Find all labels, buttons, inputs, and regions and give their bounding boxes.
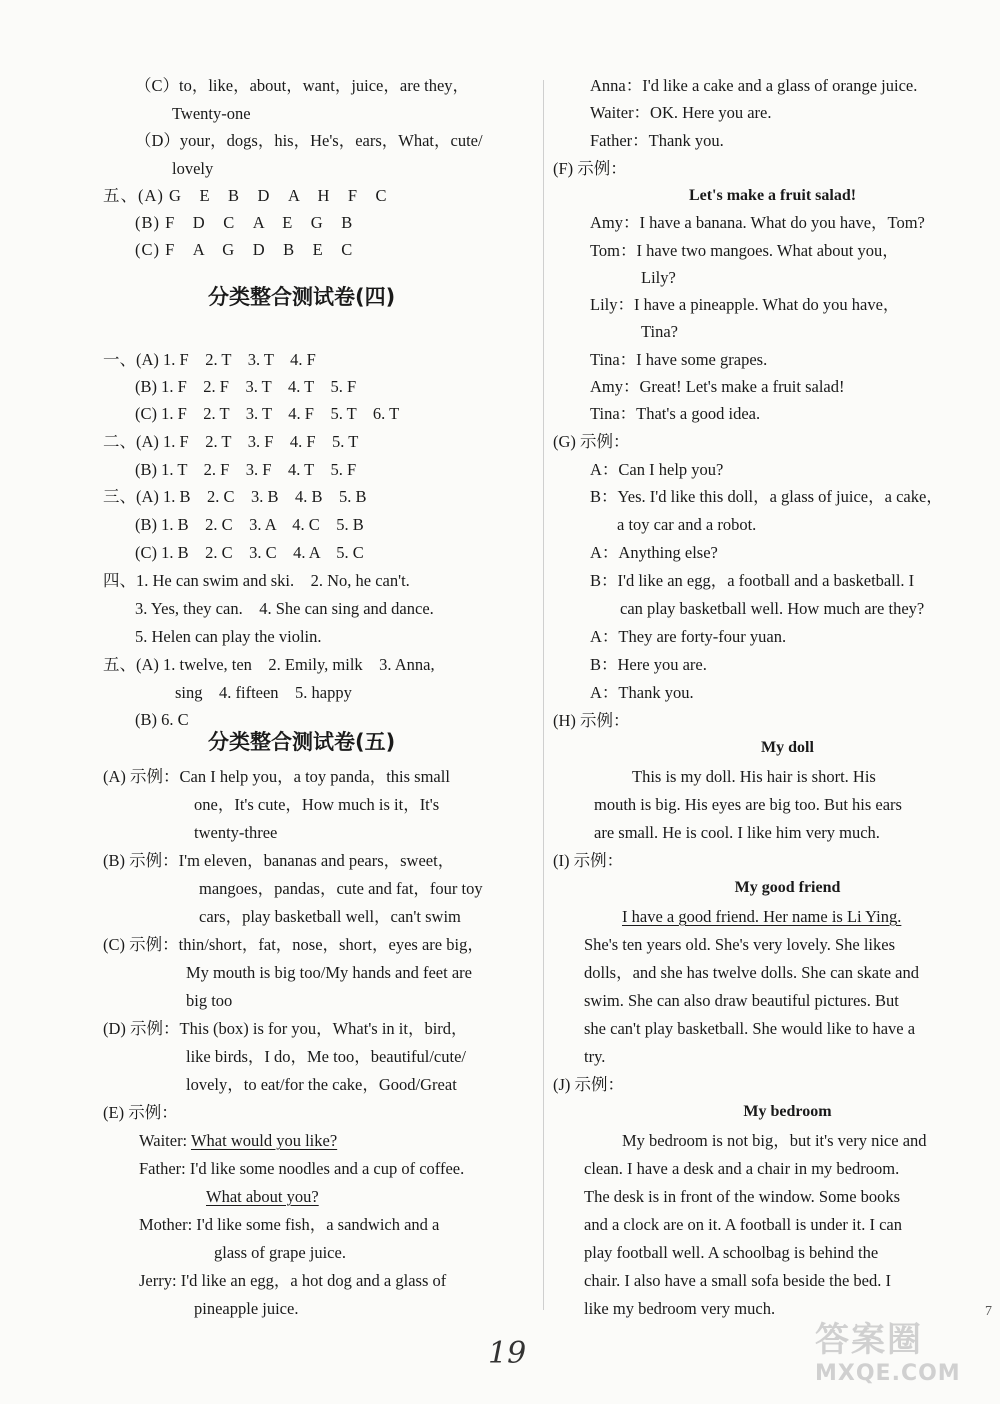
section-label-i: (I) 示例： — [553, 851, 624, 870]
essay-line: play football well. A schoolbag is behind the — [584, 1243, 879, 1262]
dialog-line — [139, 1215, 439, 1235]
answer-line: 四、1. He can swim and ski. 2. No, he can't. — [103, 571, 410, 590]
dialog-line: Tina：I have some grapes. — [590, 350, 768, 369]
answer-line: （C）to，like，about，want，juice，are they， — [135, 76, 470, 95]
page-number: 19 — [488, 1336, 527, 1371]
dialog-line: Father：Thank you. — [590, 131, 724, 150]
essay-title-bedroom: My bedroom — [743, 1103, 832, 1120]
watermark-logo — [815, 1312, 995, 1392]
dialog-line — [194, 1299, 298, 1319]
essay-line: My bedroom is not big，but it's very nice and — [622, 1131, 927, 1150]
answer-line: (B) F D C A E G B — [135, 213, 354, 232]
dialog-line: A：Can I help you? — [590, 460, 724, 479]
dialog-line: A：Thank you. — [590, 683, 694, 702]
answer-line: (B) 示例：I'm eleven，bananas and pears，sweet， — [103, 851, 455, 870]
dialog-text: I'd like an egg，a hot dog and a glass of — [180, 1271, 447, 1290]
answer-line: like birds，I do，Me too，beautiful/cute/ — [186, 1047, 466, 1066]
essay-title-my-doll: My doll — [761, 739, 814, 756]
dialog-line: Tina：That's a good idea. — [590, 404, 761, 423]
answer-line: 三、(A) 1. B 2. C 3. B 4. B 5. B — [103, 487, 367, 506]
answer-line: 五、(A) 1. twelve, ten 2. Emily, milk 3. Anna, — [103, 655, 435, 674]
dialog-line: A：They are forty-four yuan. — [590, 627, 787, 646]
dialog-text: I'd like some noodles and a cup of coffee. — [189, 1159, 465, 1178]
section-label-f: (F) 示例： — [553, 159, 627, 178]
answer-line: (B) 6. C — [135, 710, 189, 729]
section-label-h: (H) 示例： — [553, 711, 630, 730]
dialog-line: B：Yes. I'd like this doll，a glass of juice，a cake， — [590, 487, 943, 506]
dialog-line: Lily：I have a pineapple. What do you have， — [590, 295, 900, 314]
dialog-line: Anna：I'd like a cake and a glass of orange juice. — [590, 76, 918, 95]
essay-line: and a clock are on it. A football is under it. I can — [584, 1215, 902, 1234]
essay-title-fruit-salad: Let's make a fruit salad! — [688, 187, 857, 204]
answer-line: big too — [186, 991, 233, 1010]
dialog-line: Amy：I have a banana. What do you have，Tom? — [590, 213, 925, 232]
speaker: Waiter: — [139, 1131, 188, 1150]
answer-line: cars，play basketball well，can't swim — [199, 907, 461, 926]
answer-line: sing 4. fifteen 5. happy — [175, 683, 352, 702]
answer-line: (C) 1. F 2. T 3. T 4. F 5. T 6. T — [135, 404, 400, 423]
dialog-line: Tom：I have two mangoes. What about you， — [590, 241, 899, 260]
answer-line: (D) 示例：This (box) is for you，What's in it，bird， — [103, 1019, 468, 1038]
section-label-j: (J) 示例： — [553, 1075, 625, 1094]
essay-line: like my bedroom very much. — [584, 1299, 776, 1318]
dialog-text: pineapple juice. — [194, 1299, 299, 1318]
answer-line: lovely — [172, 159, 214, 178]
dialog-line — [139, 1271, 446, 1291]
answer-line: (B) 1. B 2. C 3. A 4. C 5. B — [135, 515, 364, 534]
dialog-line: Amy：Great! Let's make a fruit salad! — [590, 377, 845, 396]
dialog-line: a toy car and a robot. — [617, 515, 757, 534]
essay-line: mouth is big. His eyes are big too. But his ears — [594, 795, 902, 814]
dialog-line — [139, 1131, 337, 1151]
edge-mark: 7 — [985, 1304, 992, 1319]
answer-line: 一、(A) 1. F 2. T 3. T 4. F — [103, 350, 316, 369]
essay-line: She's ten years old. She's very lovely. She likes — [584, 935, 895, 954]
essay-line: chair. I also have a small sofa beside the bed. I — [584, 1271, 891, 1290]
dialog-line: can play basketball well. How much are they? — [620, 599, 925, 618]
speaker: Mother: — [139, 1215, 193, 1234]
answer-line: lovely，to eat/for the cake，Good/Great — [186, 1075, 457, 1094]
dialog-line — [214, 1243, 346, 1263]
dialog-text: glass of grape juice. — [214, 1243, 346, 1262]
dialog-line — [206, 1187, 319, 1207]
watermark-cn: 答案圈 — [815, 1320, 923, 1360]
answer-line: 5. Helen can play the violin. — [135, 627, 322, 646]
dialog-text: What would you like? — [190, 1131, 338, 1150]
answer-line: (C) F A G D B E C — [135, 240, 354, 259]
section-title-test5: 分类整合测试卷(五) — [208, 730, 396, 754]
watermark-url: MXQE.COM — [815, 1361, 961, 1386]
dialog-line — [139, 1159, 464, 1179]
dialog-line: A：Anything else? — [590, 543, 718, 562]
dialog-text: I'd like some fish，a sandwich and a — [196, 1215, 440, 1234]
essay-line: clean. I have a desk and a chair in my bedroom. — [584, 1159, 900, 1178]
answer-line: (B) 1. F 2. F 3. T 4. T 5. F — [135, 377, 357, 396]
dialog-text: What about you? — [206, 1187, 319, 1206]
answer-line: mangoes，pandas，cute and fat，four toy — [199, 879, 483, 898]
answer-line: (A) 示例：Can I help you，a toy panda，this small — [103, 767, 450, 786]
answer-line: 五、(A) G E B D A H F C — [103, 186, 388, 205]
speaker: Jerry: — [139, 1271, 177, 1290]
answer-line: （D）your，dogs，his，He's，ears，What，cute/ — [135, 131, 483, 150]
answer-line: (B) 1. T 2. F 3. F 4. T 5. F — [135, 460, 357, 479]
essay-line: try. — [584, 1047, 606, 1066]
essay-line: swim. She can also draw beautiful pictures. But — [584, 991, 899, 1010]
answer-line: twenty-three — [194, 823, 278, 842]
answer-line: one，It's cute，How much is it，It's — [194, 795, 440, 814]
answer-line: (C) 1. B 2. C 3. C 4. A 5. C — [135, 543, 364, 562]
answer-line: (C) 示例：thin/short，fat，nose，short，eyes are big， — [103, 935, 484, 954]
answer-line: 二、(A) 1. F 2. T 3. F 4. F 5. T — [103, 432, 359, 451]
essay-title-good-friend: My good friend — [734, 879, 841, 896]
essay-line: This is my doll. His hair is short. His — [632, 767, 876, 786]
essay-line: she can't play basketball. She would like to have a — [584, 1019, 916, 1038]
answer-line: (E) 示例： — [103, 1103, 178, 1122]
column-divider — [543, 80, 544, 1310]
dialog-line: B：Here you are. — [590, 655, 707, 674]
essay-line: dolls，and she has twelve dolls. She can skate and — [584, 963, 919, 982]
dialog-line: B：I'd like an egg，a football and a basketball. I — [590, 571, 915, 590]
dialog-line: Waiter：OK. Here you are. — [590, 103, 772, 122]
essay-line: The desk is in front of the window. Some books — [584, 1187, 901, 1206]
essay-line: I have a good friend. Her name is Li Ying. — [622, 907, 902, 926]
dialog-line: Tina? — [641, 322, 678, 341]
answer-line: My mouth is big too/My hands and feet are — [186, 963, 472, 982]
section-title-test4: 分类整合测试卷(四) — [208, 285, 396, 309]
speaker: Father: — [139, 1159, 186, 1178]
section-label-g: (G) 示例： — [553, 432, 630, 451]
dialog-line: Lily? — [641, 268, 676, 287]
answer-line: 3. Yes, they can. 4. She can sing and dance. — [135, 599, 434, 618]
answer-line: Twenty-one — [172, 104, 251, 123]
essay-line: are small. He is cool. I like him very much. — [594, 823, 880, 842]
